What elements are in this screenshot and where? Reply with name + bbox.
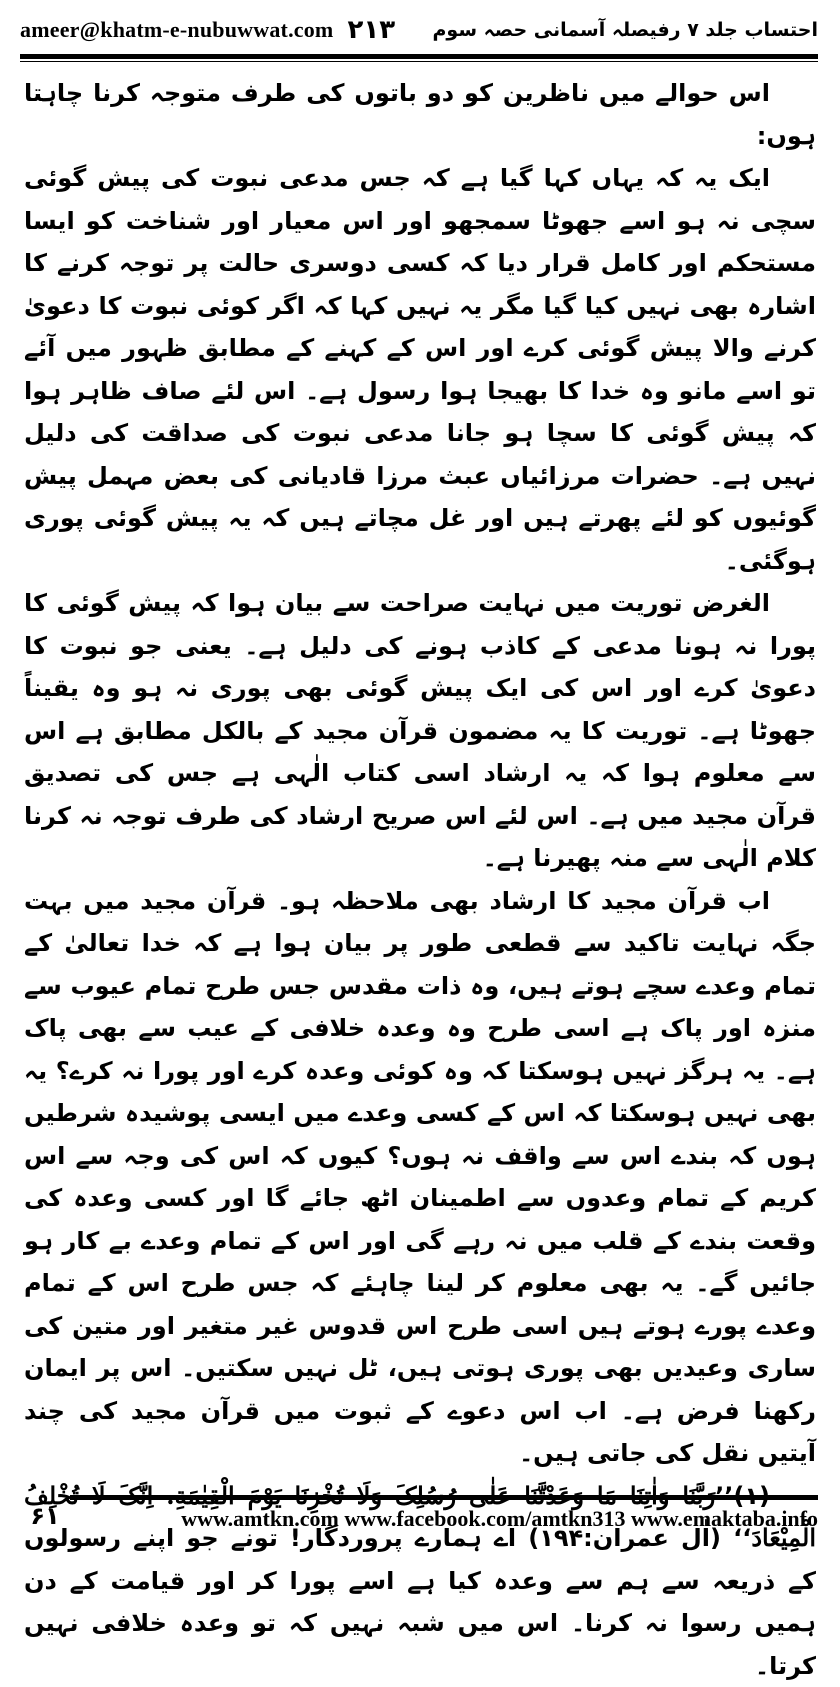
paragraph-quran: اب قرآن مجید کا ارشاد بھی ملاحظہ ہو۔ قرآن مجید میں بہت جگہ نہایت تاکید سے قطعی طور پر بیان ہوا ہے کہ خدا تعالیٰ کے تمام وعدے سچے ہوتے ہیں، وہ ذات مقدس جس طرح تمام عیوب سے منزہ اور پاک ہے اسی طرح وہ وعدہ خلافی کے عیب سے بھی پاک ہے۔ یہ ہرگز نہیں ہوسکتا کہ وہ کوئی وعدہ کرے اور پورا نہ کرے؟ یہ بھی نہیں ہوسکتا کہ اس کے کسی وعدے میں ایسی پوشیدہ شرطیں ہوں کہ بندے اس سے واقف نہ ہوں؟ کیوں کہ اس کی وجہ سے اس کریم کے تمام وعدوں سے اطمینان اٹھ جائے گا اور کسی وعدہ کی وقعت بندے کے قلب میں نہ رہے گی اور اس کے تمام وعدے بے کار ہو جائیں گے۔ یہ بھی معلوم کر لینا چاہئے کہ جس طرح اس کے تمام وعدے پورے ہوتے ہیں اسی طرح اس قدوس غیر متغیر اور متین کی ساری وعیدیں بھی پوری ہوتی ہیں، ٹل نہیں سکتیں۔ اس پر ایمان رکھنا فرض ہے۔ اب اس دعوے کے ثبوت میں قرآن مجید کی چند آیتیں نقل کی جاتی ہیں۔ <box>24 880 816 1475</box>
paragraph-first-point: ایک یہ کہ یہاں کہا گیا ہے کہ جس مدعی نبوت کی پیش گوئی سچی نہ ہو اسے جھوٹا سمجھو اور اس معیار اور شناخت کو ایسا مستحکم اور کامل قرار دیا کہ کسی دوسری حالت پر توجہ کرنے کا اشارہ بھی نہیں کیا گیا مگر یہ نہیں کہا کہ اگر کوئی نبوت کا دعویٰ کرنے والا پیش گوئی کرے اور اس کے کہنے کے مطابق ظہور میں آئے تو اسے مانو وہ خدا کا بھیجا ہوا رسول ہے۔ اس لئے صاف ظاہر ہوا کہ پیش گوئی کا سچا ہو جانا مدعی نبوت کی صداقت کی دلیل نہیں ہے۔ حضرات مرزائیاں عبث مرزا قادیانی کی بعض مہمل پیش گوئیوں کو لئے پھرتے ہیں اور غل مچاتے ہیں کہ یہ پیش گوئی پوری ہوگئی۔ <box>24 157 816 582</box>
paragraph-intro: اس حوالے میں ناظرین کو دو باتوں کی طرف متوجہ کرنا چاہتا ہوں: <box>24 72 816 157</box>
page-footer <box>20 1482 818 1536</box>
header-email[interactable]: ameer@khatm-e-nubuwwat.com <box>20 17 333 43</box>
verse-reference: (اٰل عمران:۱۹۴) <box>528 1524 721 1552</box>
page-header <box>20 12 818 48</box>
header-page-number: ۲۱۳ <box>347 15 395 45</box>
quote-number: (۱) <box>733 1482 770 1510</box>
header-book-title: احتساب جلد ۷ رفیصلہ آسمانی حصہ سوم <box>433 19 819 41</box>
quote-close-mark: ‘‘ <box>733 1524 751 1552</box>
footer-page-number: ۶۱ <box>20 1502 70 1536</box>
footer-links[interactable]: www.amtkn.com www.facebook.com/amtkn313 www.emaktaba.info <box>70 1506 818 1536</box>
verse-translation: اے ہمارے پروردگار! تونے جو اپنے رسولوں کے ذریعہ سے ہم سے وعدہ کیا ہے اسے پورا کر اور قیامت کے دن ہمیں رسوا نہ کرنا۔ اس میں شبہ نہیں کہ تو وعدہ خلافی نہیں کرتا۔ <box>24 1524 816 1680</box>
footer-links-group <box>70 1495 818 1536</box>
header-divider <box>20 54 818 62</box>
header-left-group <box>20 15 395 45</box>
paragraph-torah: الغرض توریت میں نہایت صراحت سے بیان ہوا کہ پیش گوئی کا پورا نہ ہونا مدعی کے کاذب ہونے کی دلیل ہے۔ یعنی جو نبوت کا دعویٰ کرے اور اس کی ایک پیش گوئی بھی پوری نہ ہو وہ یقیناً جھوٹا ہے۔ توریت کا یہ مضمون قرآن مجید کے بالکل مطابق ہے اس سے معلوم ہوا کہ یہ ارشاد اسی کتاب الٰہی ہے جس کی تصدیق قرآن مجید میں ہے۔ اس لئے اس صریح ارشاد کی طرف توجہ نہ کرنا کلام الٰہی سے منہ پھیرنا ہے۔ <box>24 582 816 880</box>
page-body <box>24 72 816 1460</box>
quote-open-mark: ’’ <box>715 1482 733 1510</box>
footer-divider <box>70 1495 818 1500</box>
quran-verse-arabic: رَبَّنَا وَاٰتِنَا مَا وَعَدْتَّنَا عَلٰی رُسُلِکَ وَلَا تُخْزِنَا یَوْمَ الْقِیٰمَةِ. اِنَّکَ لَا تُخْلِفُ الْمِیْعَادَ <box>24 1481 816 1553</box>
